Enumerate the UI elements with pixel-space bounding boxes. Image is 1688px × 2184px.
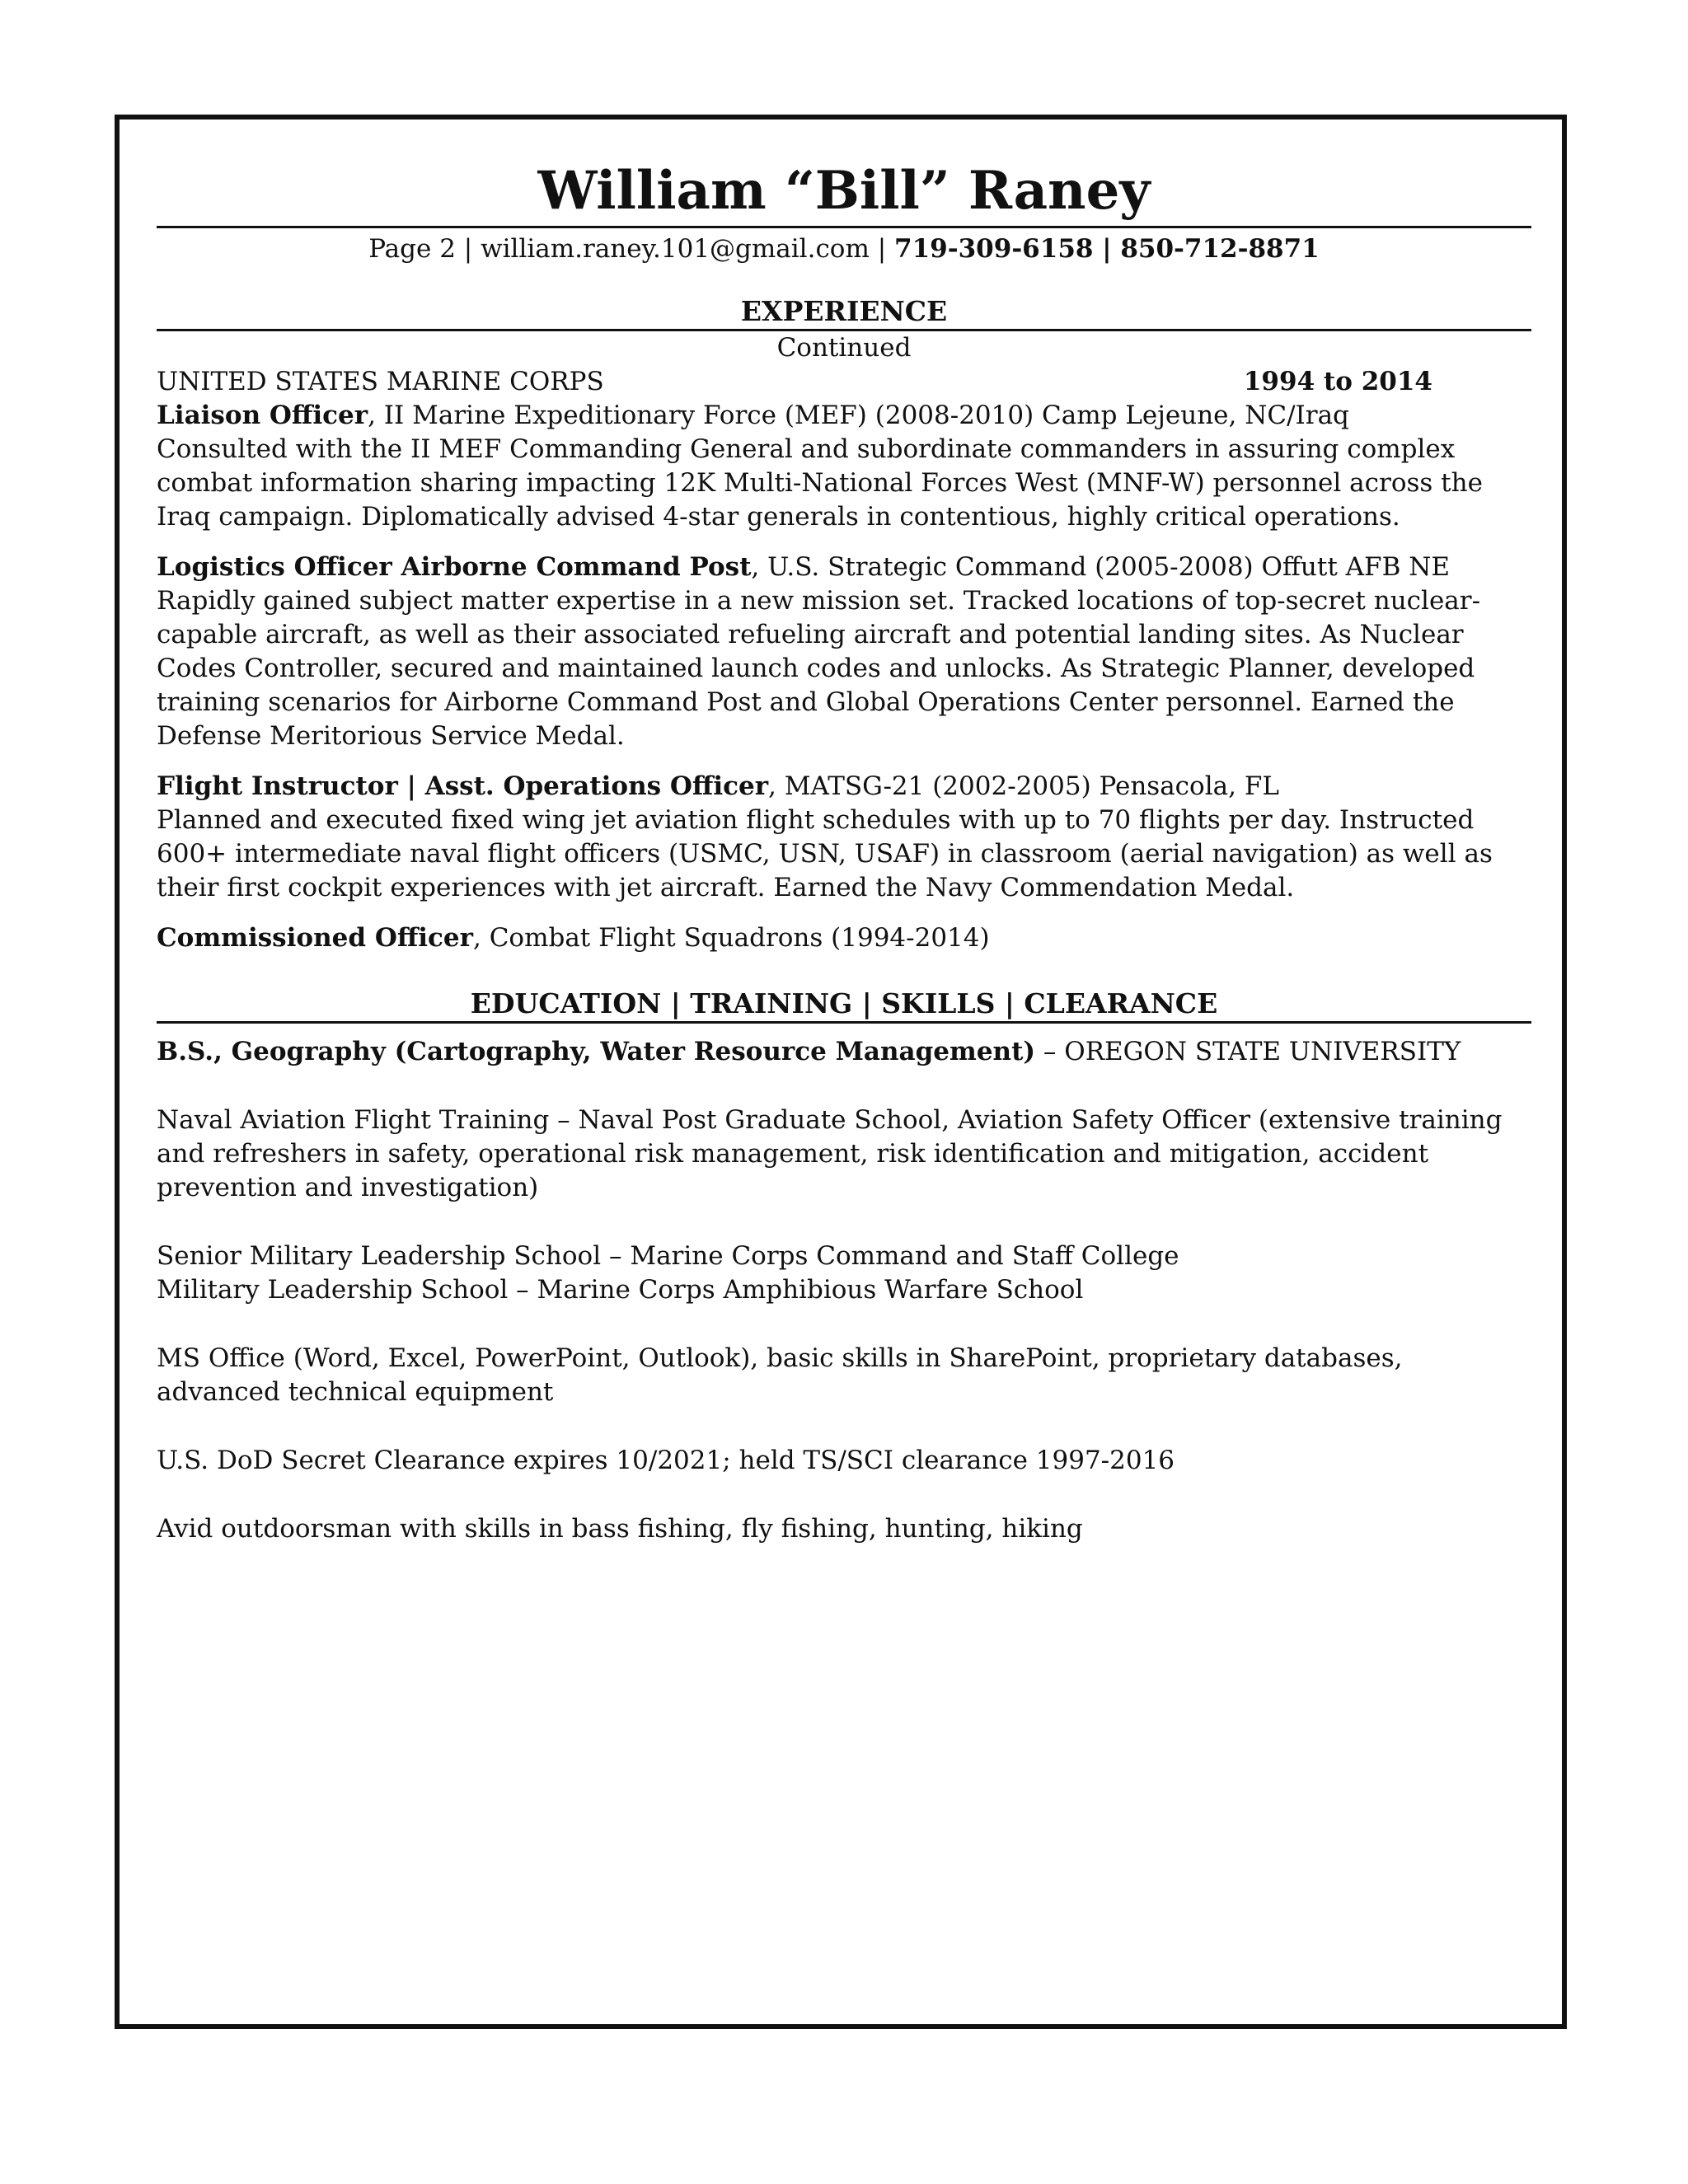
degree-title: B.S., Geography (Cartography, Water Resource Management) [157,1037,1036,1066]
organization-row [157,365,1531,399]
interests-entry: Avid outdoorsman with skills in bass fishing, fly fishing, hunting, hiking [157,1514,1083,1544]
job-entry [157,921,1531,955]
job-entry [157,551,1531,753]
job-detail: , U.S. Strategic Command (2005-2008) Offutt AFB NE [751,552,1450,582]
leadership-entries [157,1240,1531,1307]
job-entry [157,770,1531,905]
clearance-entry: U.S. DoD Secret Clearance expires 10/2021; held TS/SCI clearance 1997-2016 [157,1446,1175,1475]
job-heading [157,551,1531,584]
education-heading: EDUCATION | TRAINING | SKILLS | CLEARANCE [470,987,1218,1019]
job-description: Rapidly gained subject matter expertise in a new mission set. Tracked locations of top-secret nuclear-capable aircraft, as well as their associated refueling aircraft and potential landing sites. As Nuclear Codes Controller, secured and maintained launch codes and unlocks. As Strategic Planner, developed training scenarios for Airborne Command Post and Global Operations Center personnel. Earned the Defense Meritorious Service Medal. [157,586,1481,751]
skills-entry: MS Office (Word, Excel, PowerPoint, Outlook), basic skills in SharePoint, proprietary databases, advanced technical equipment [157,1343,1403,1407]
training-entry: Military Leadership School – Marine Corps Amphibious Warfare School [157,1275,1084,1305]
job-entry [157,399,1531,534]
degree-school: – OREGON STATE UNIVERSITY [1035,1037,1461,1066]
continued-label: Continued [776,333,912,363]
job-title: Commissioned Officer [157,923,473,953]
job-title: Flight Instructor | Asst. Operations Officer [157,771,769,801]
page-and-email: Page 2 | william.raney.101@gmail.com | [368,234,887,264]
candidate-name: William “Bill” Raney [537,160,1151,222]
organization-dates: 1994 to 2014 [1243,367,1432,396]
header-rule [157,226,1531,228]
job-title: Liaison Officer [157,401,368,430]
experience-heading: EXPERIENCE [740,295,948,327]
job-description: Planned and executed fixed wing jet aviation flight schedules with up to 70 flights per day. Instructed 600+ intermediate naval flight officers (USMC, USN, USAF) in classroom (aerial navigation) as well as their first cockpit experiences with jet aircraft. Earned the Navy Commendation Medal. [157,805,1493,902]
job-title: Logistics Officer Airborne Command Post [157,552,752,582]
job-detail: , MATSG-21 (2002-2005) Pensacola, FL [768,771,1279,801]
degree-entry [157,1035,1531,1069]
job-heading [157,399,1531,433]
contact-line [157,232,1531,266]
job-description: Consulted with the II MEF Commanding General and subordinate commanders in assuring complex combat information sharing impacting 12K Multi-National Forces West (MNF-W) personnel across the Iraq campaign. Diplomatically advised 4-star generals in contentious, highly critical operations. [157,434,1483,532]
job-detail: , Combat Flight Squadrons (1994-2014) [472,923,990,953]
job-heading [157,770,1531,804]
job-detail: , II Marine Expeditionary Force (MEF) (2008-2010) Camp Lejeune, NC/Iraq [368,401,1349,430]
training-entry: Naval Aviation Flight Training – Naval Post Graduate School, Aviation Safety Officer (extensive training and refreshers in safety, operational risk management, risk identification and mitigation, accident prevention and investigation) [157,1105,1503,1202]
resume-page [157,157,1531,1581]
training-entry: Senior Military Leadership School – Marine Corps Command and Staff College [157,1241,1179,1271]
job-heading [157,921,1531,955]
phone-numbers: 719-309-6158 | 850-712-8871 [894,234,1320,264]
organization-name: UNITED STATES MARINE CORPS [157,367,604,396]
